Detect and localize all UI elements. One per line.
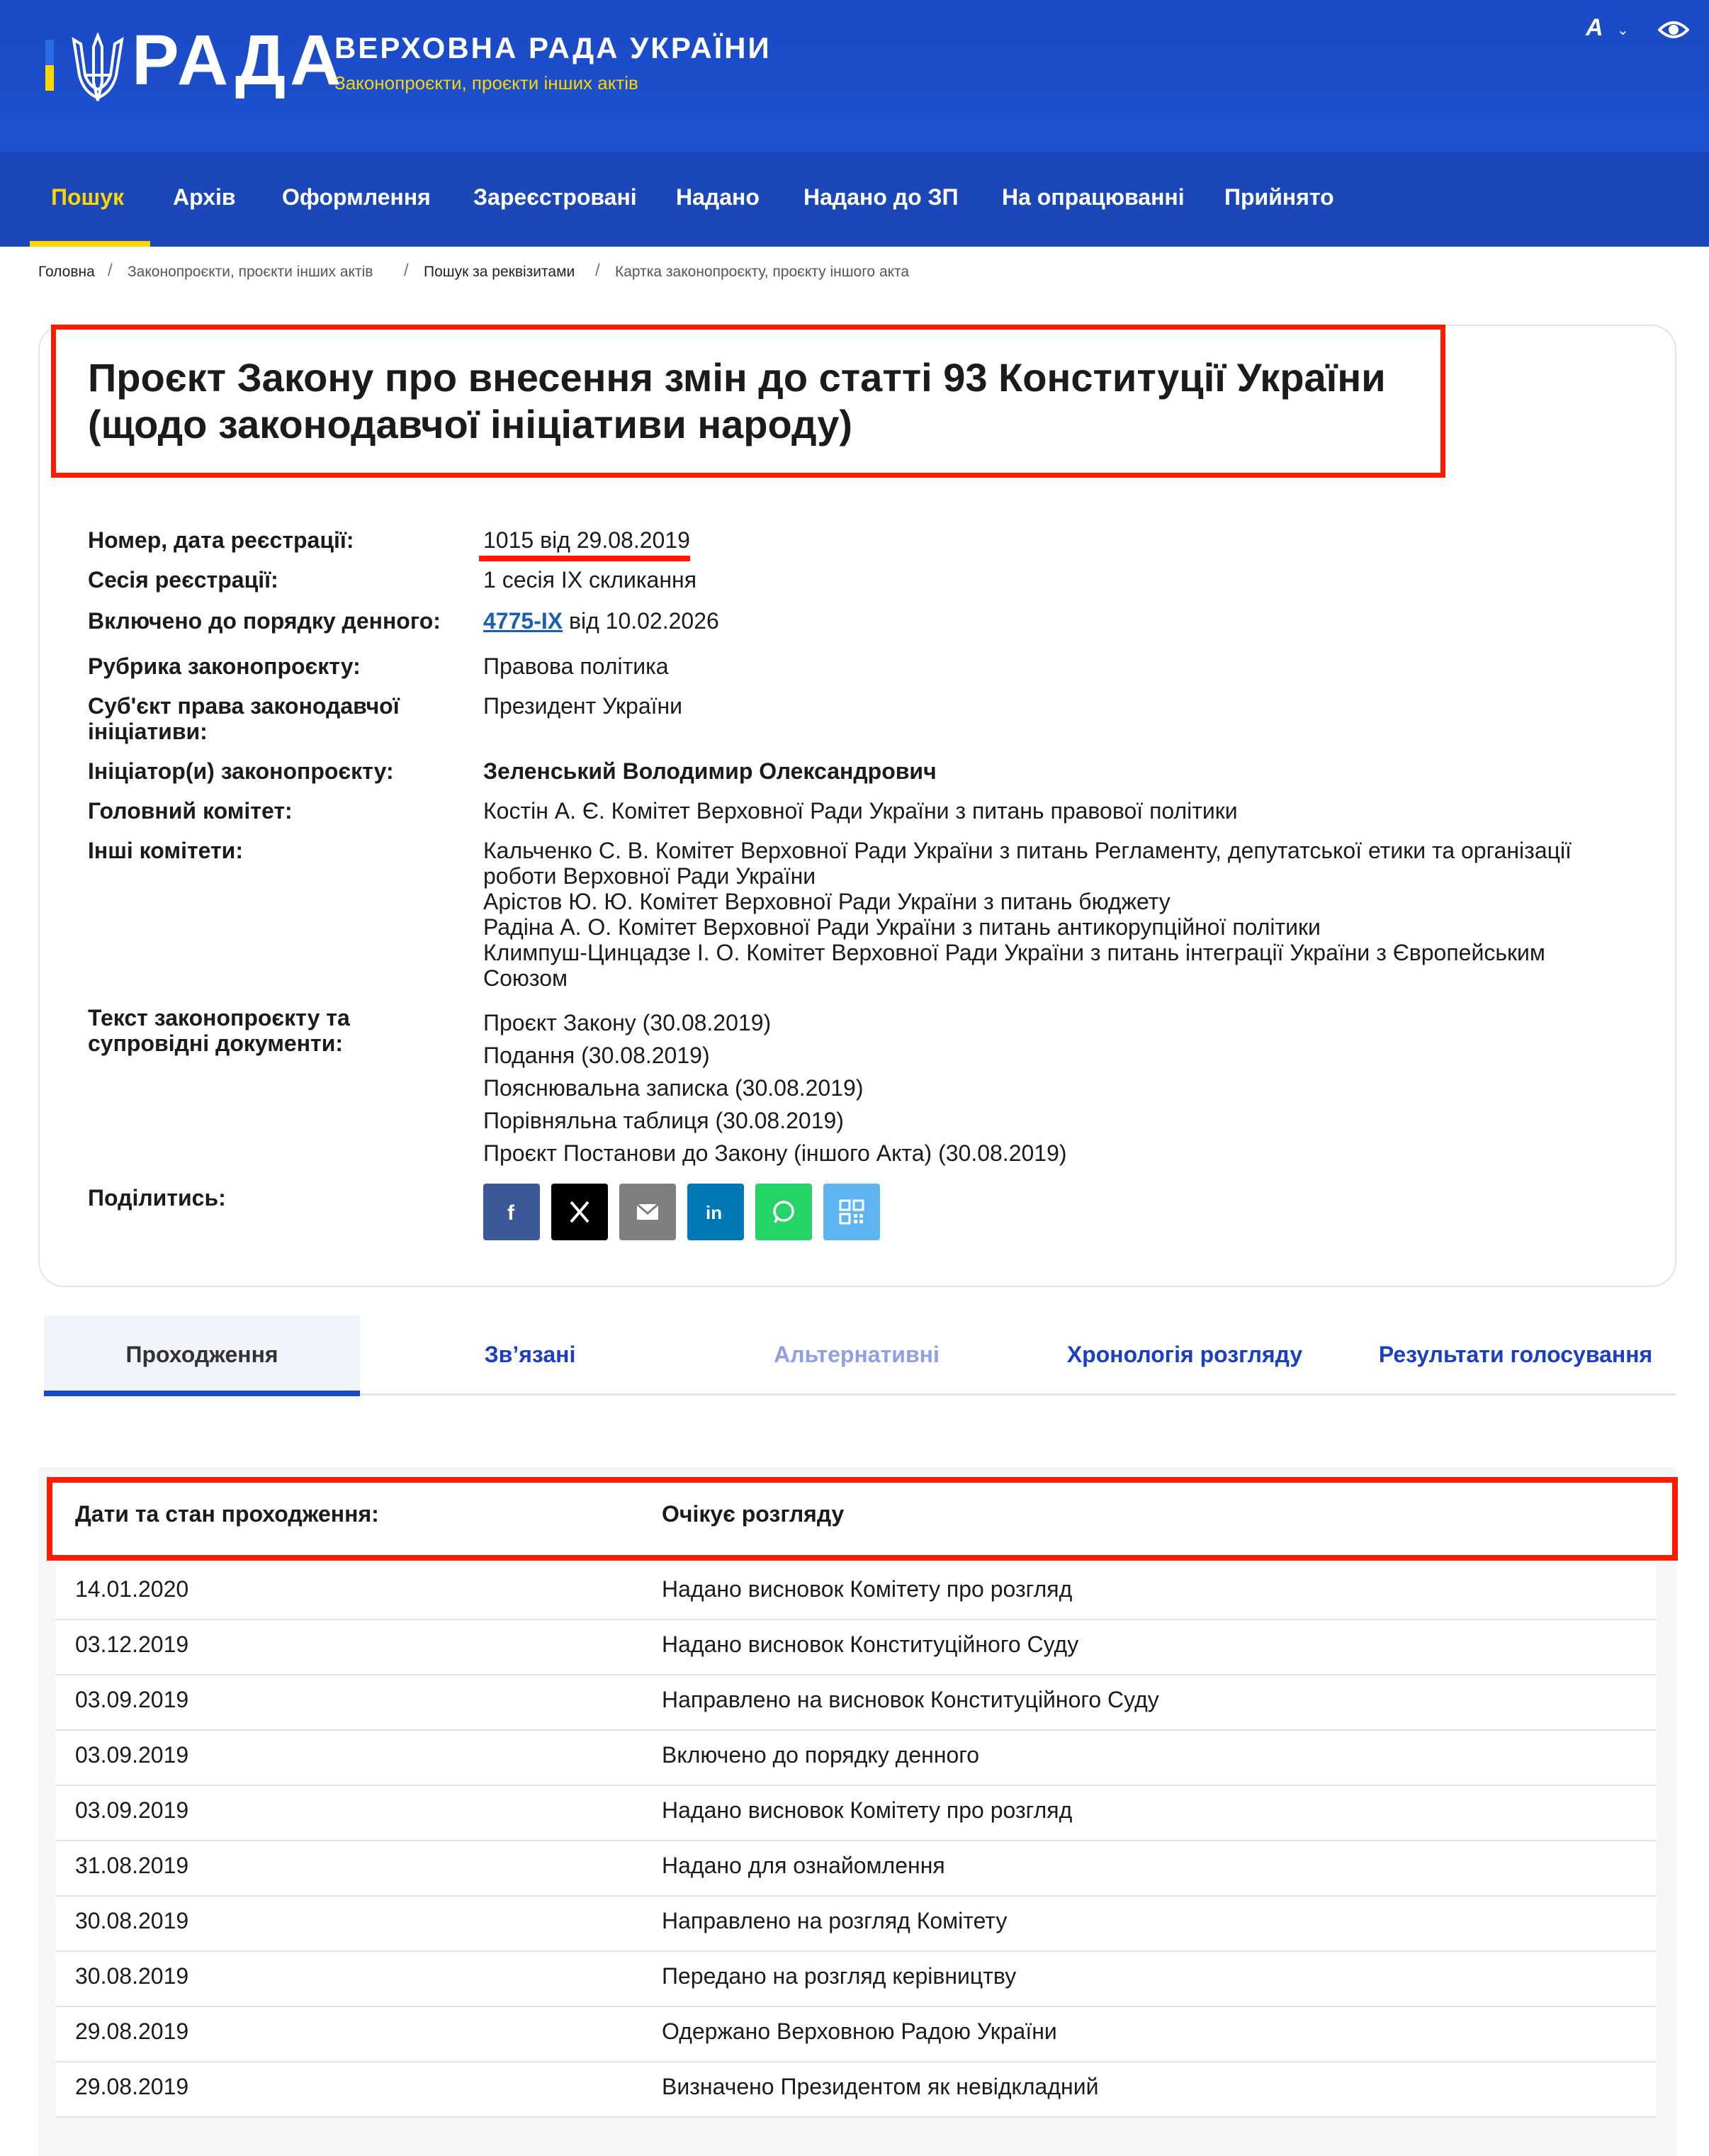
other-committees-label: Інші комітети: <box>88 838 243 863</box>
row-status: Визначено Президентом як невідкладний <box>662 2074 1099 2099</box>
tab-voting-results[interactable]: Результати голосування <box>1378 1342 1653 1367</box>
doc-link[interactable]: Пояснювальна записка (30.08.2019) <box>483 1075 864 1101</box>
row-status: Надано висновок Комітету про розгляд <box>662 1797 1073 1823</box>
share-facebook-button[interactable] <box>483 1184 540 1240</box>
chevron-down-icon[interactable]: ⌄ <box>1617 23 1629 38</box>
ukraine-flag-icon <box>45 40 54 91</box>
nav-item-search[interactable]: Пошук <box>51 184 125 210</box>
col-header-status: Очікує розгляду <box>662 1501 845 1527</box>
highlight-underline <box>479 556 690 561</box>
subject-label: Суб'єкт права законодавчої ініціативи: <box>88 693 400 744</box>
site-title[interactable]: ВЕРХОВНА РАДА УКРАЇНИ <box>334 31 772 64</box>
table-row <box>55 1786 1657 1841</box>
nav-active-indicator <box>30 241 150 247</box>
share-whatsapp-button[interactable] <box>755 1184 812 1240</box>
doc-link[interactable]: Порівняльна таблиця (30.08.2019) <box>483 1108 844 1133</box>
initiator-label: Ініціатор(и) законопроєкту: <box>88 758 394 784</box>
breadcrumb-separator: / <box>404 261 409 280</box>
trident-icon <box>69 33 126 106</box>
whatsapp-icon <box>771 1199 796 1225</box>
main-committee-value: Костін А. Є. Комітет Верховної Ради України з питань правової політики <box>483 798 1238 824</box>
share-x-button[interactable] <box>551 1184 608 1240</box>
row-date: 03.09.2019 <box>75 1687 189 1712</box>
main-committee-label: Головний комітет: <box>88 798 293 824</box>
nav-item-archive[interactable]: Архів <box>173 184 236 210</box>
docs-list <box>483 1006 1631 1169</box>
breadcrumb-separator: / <box>108 261 113 280</box>
nav-item-submitted-zp[interactable]: Надано до ЗП <box>803 184 959 210</box>
other-committee-item: Кальченко С. В. Комітет Верховної Ради України з питань Регламенту, депутатської етики та організації роботи Верховної Ради України <box>483 838 1572 889</box>
doc-link[interactable]: Проєкт Постанови до Закону (іншого Акта) (30.08.2019) <box>483 1140 1067 1166</box>
bill-title: Проєкт Закону про внесення змін до статті 93 Конституції України (щодо законодавчої ініціативи народу) <box>88 355 1386 447</box>
share-qr-button[interactable] <box>823 1184 880 1240</box>
col-header-dates: Дати та стан проходження: <box>75 1501 379 1527</box>
row-date: 03.09.2019 <box>75 1797 189 1823</box>
row-date: 29.08.2019 <box>75 2019 189 2044</box>
rubric-label: Рубрика законопроєкту: <box>88 653 361 679</box>
table-row <box>55 1897 1657 1952</box>
row-date: 31.08.2019 <box>75 1853 189 1878</box>
row-date: 30.08.2019 <box>75 1963 189 1989</box>
x-icon <box>567 1199 592 1225</box>
row-date: 30.08.2019 <box>75 1908 189 1933</box>
tab-related[interactable]: Зв’язані <box>484 1342 576 1367</box>
row-status: Направлено на розгляд Комітету <box>662 1908 1008 1933</box>
docs-label: Текст законопроєкту та супровідні документи: <box>88 1005 350 1056</box>
breadcrumb-home[interactable]: Головна <box>38 264 95 280</box>
site-logo[interactable]: РАДА <box>132 21 346 100</box>
agenda-date: від 10.02.2026 <box>568 608 719 634</box>
table-row <box>55 1675 1657 1731</box>
session-value: 1 сесія IX скликання <box>483 567 697 593</box>
tab-passage[interactable]: Проходження <box>44 1315 360 1393</box>
row-status: Передано на розгляд керівництву <box>662 1963 1017 1989</box>
tab-chronology[interactable]: Хронологія розгляду <box>1066 1342 1303 1367</box>
nav-item-submitted[interactable]: Надано <box>676 184 760 210</box>
row-status: Надано для ознайомлення <box>662 1853 945 1878</box>
email-icon <box>635 1199 660 1225</box>
row-date: 03.12.2019 <box>75 1632 189 1657</box>
table-row <box>55 2007 1657 2062</box>
share-linkedin-button[interactable] <box>687 1184 744 1240</box>
svg-text:f: f <box>507 1201 514 1225</box>
row-date: 03.09.2019 <box>75 1742 189 1768</box>
breadcrumb-separator: / <box>595 261 600 280</box>
nav-item-processing[interactable]: На опрацюванні <box>1002 184 1185 210</box>
doc-link[interactable]: Проєкт Закону (30.08.2019) <box>483 1010 772 1035</box>
share-label: Поділитись: <box>88 1185 226 1211</box>
main-nav <box>0 152 1709 247</box>
other-committee-item: Климпуш-Цинцадзе І. О. Комітет Верховної Ради України з питань інтеграції України з Європейським Союзом <box>483 940 1545 991</box>
other-committees-list <box>483 838 1631 991</box>
other-committee-item: Радіна А. О. Комітет Верховної Ради України з питань антикорупційної політики <box>483 914 1321 940</box>
breadcrumb-bills[interactable]: Законопроєкти, проєкти інших актів <box>128 264 373 280</box>
table-row <box>55 1565 1657 1620</box>
linkedin-icon <box>703 1199 728 1225</box>
qr-code-icon <box>839 1199 864 1225</box>
initiator-value: Зеленський Володимир Олександрович <box>483 758 937 784</box>
tab-active-indicator <box>44 1391 360 1396</box>
table-row <box>55 1841 1657 1897</box>
row-status: Одержано Верховною Радою України <box>662 2019 1057 2044</box>
session-label: Сесія реєстрації: <box>88 567 278 593</box>
row-date: 14.01.2020 <box>75 1576 189 1602</box>
table-row <box>55 1952 1657 2007</box>
rubric-value: Правова політика <box>483 653 669 679</box>
nav-item-registered[interactable]: Зареєстровані <box>473 184 637 210</box>
font-size-button[interactable]: A <box>1586 14 1603 41</box>
nav-item-adopted[interactable]: Прийнято <box>1224 184 1334 210</box>
doc-link[interactable]: Подання (30.08.2019) <box>483 1043 710 1068</box>
table-row <box>55 2062 1657 2118</box>
row-date: 29.08.2019 <box>75 2074 189 2099</box>
other-committee-item: Арістов Ю. Ю. Комітет Верховної Ради України з питань бюджету <box>483 889 1171 914</box>
row-status: Надано висновок Комітету про розгляд <box>662 1576 1073 1602</box>
svg-text:in: in <box>706 1202 723 1223</box>
row-status: Включено до порядку денного <box>662 1742 980 1768</box>
facebook-icon <box>499 1199 524 1225</box>
table-row <box>55 1620 1657 1675</box>
share-email-button[interactable] <box>619 1184 676 1240</box>
agenda-link[interactable]: 4775-IX <box>483 608 563 634</box>
breadcrumb-current: Картка законопроєкту, проєкту іншого акта <box>615 264 910 280</box>
row-status: Надано висновок Конституційного Суду <box>662 1632 1079 1657</box>
site-header <box>0 0 1709 152</box>
site-subtitle[interactable]: Законопроєкти, проєкти інших актів <box>334 72 638 94</box>
row-status: Направлено на висновок Конституційного Суду <box>662 1687 1159 1712</box>
tab-alternative: Альтернативні <box>774 1342 940 1367</box>
reg-value: 1015 від 29.08.2019 <box>483 527 690 553</box>
eye-icon[interactable] <box>1658 17 1689 43</box>
subject-value: Президент України <box>483 693 683 719</box>
reg-label: Номер, дата реєстрації: <box>88 527 354 553</box>
nav-item-formatting[interactable]: Оформлення <box>282 184 431 210</box>
table-row <box>55 1731 1657 1786</box>
agenda-label: Включено до порядку денного: <box>88 608 441 634</box>
breadcrumb-search[interactable]: Пошук за реквізитами <box>424 264 575 280</box>
agenda-value <box>483 608 1631 634</box>
